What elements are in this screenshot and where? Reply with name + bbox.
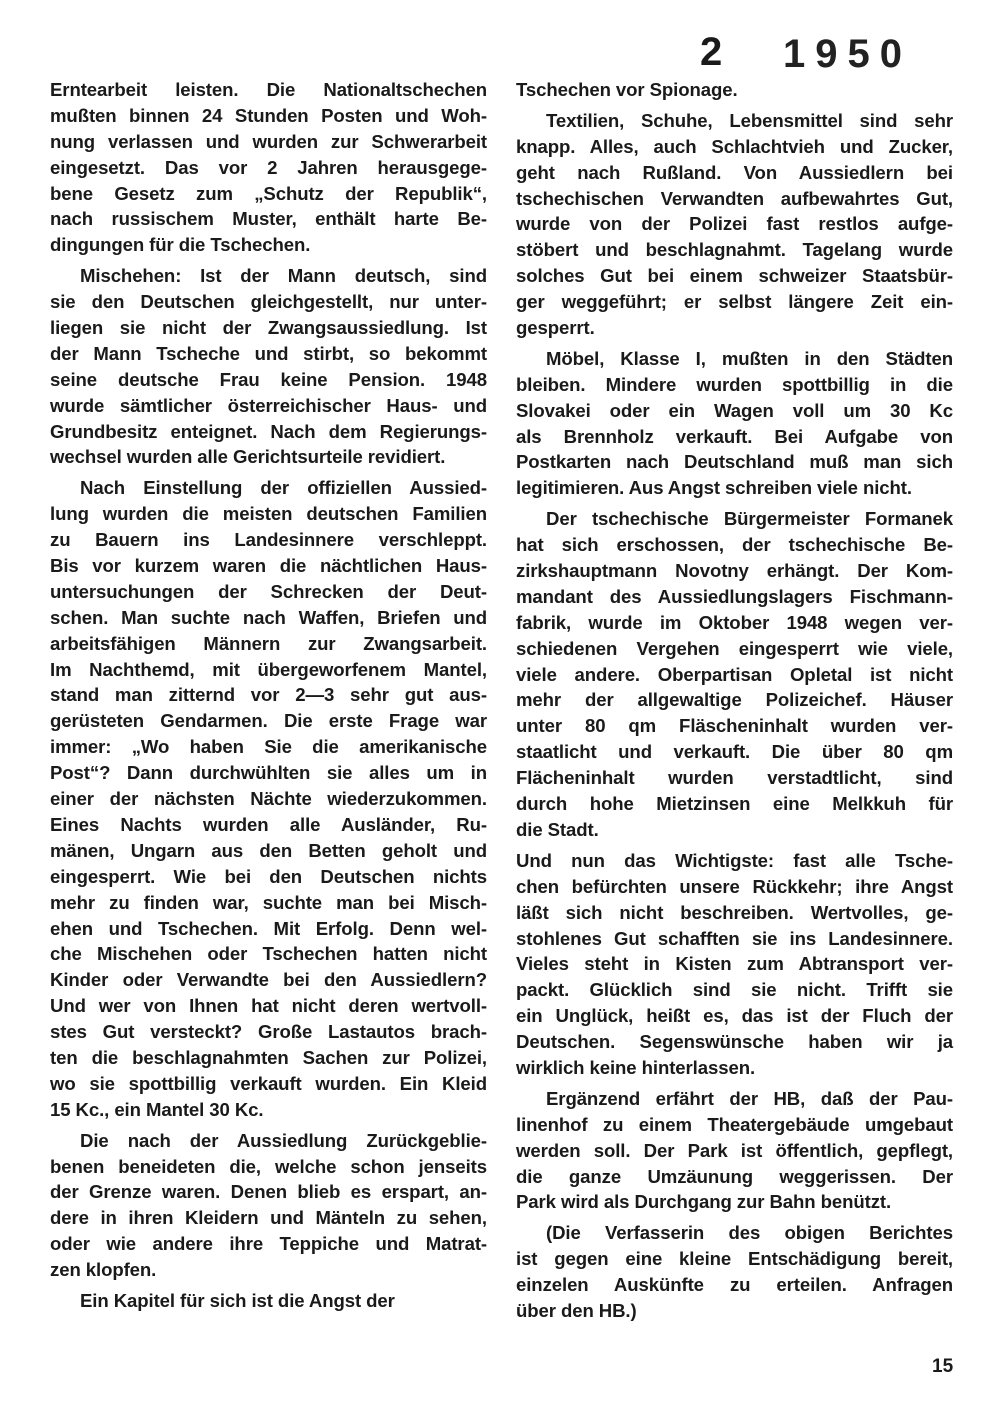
text-line: knapp. Alles, auch Schlachtvieh und Zucker,: [516, 135, 953, 157]
right-column: [516, 77, 953, 1329]
text-line: seine deutsche Frau keine Pension. 1948: [50, 368, 487, 390]
text-line: eingesetzt. Das vor 2 Jahren herausgege-: [50, 156, 487, 178]
text-line: ein Unglück, heißt es, das ist der Fluch der: [516, 1005, 953, 1027]
text-line: ist gegen eine kleine Entschädigung bereit,: [516, 1248, 953, 1270]
text-line: nung verlassen und wurden zur Schwerarbeit: [50, 130, 487, 152]
text-line: unter 80 qm Fläscheninhalt wurden ver-: [516, 715, 953, 737]
text-line: legitimieren. Aus Angst schreiben viele nicht.: [516, 477, 912, 499]
text-line: Postkarten nach Deutschland muß man sich: [516, 451, 953, 473]
text-line: mußten binnen 24 Stunden Posten und Woh-: [50, 104, 487, 126]
text-line: über den HB.): [516, 1299, 637, 1321]
text-line: che Mischehen oder Tschechen hatten nicht: [50, 943, 487, 965]
text-line: Tschechen vor Spionage.: [516, 79, 738, 100]
text-line: liegen sie nicht der Zwangsaussiedlung. Ist: [50, 317, 487, 339]
text-line: Möbel, Klasse I, mußten in den Städten: [546, 347, 953, 369]
text-line: Slovakei oder ein Wagen voll um 30 Kc: [516, 399, 953, 421]
text-line: einzelen Auskünfte zu erteilen. Anfragen: [516, 1274, 953, 1296]
text-line: Der tschechische Bürgermeister Formanek: [546, 508, 953, 530]
text-line: stand man zitternd vor 2—3 sehr gut aus-: [50, 684, 487, 706]
paragraph: [516, 848, 953, 1081]
paragraph: [50, 1288, 487, 1314]
text-line: einer der nächsten Nächte wiederzukommen.: [50, 788, 487, 810]
text-line: wurde von der Polizei fast restlos aufge-: [516, 213, 953, 235]
text-line: schiedenen Vergehen eingesperrt wie viele,: [516, 637, 953, 659]
text-line: chen befürchten unsere Rückkehr; ihre Angst: [516, 875, 953, 897]
text-line: oder wie andere ihre Teppiche und Matrat-: [50, 1233, 487, 1255]
text-line: zu Bauern ins Landesinnere verschleppt.: [50, 529, 487, 551]
text-line: Ein Kapitel für sich ist die Angst der: [80, 1289, 395, 1311]
text-line: Und wer von Ihnen hat nicht deren wertvoll-: [50, 995, 487, 1017]
text-line: dingungen für die Tschechen.: [50, 234, 311, 256]
text-line: tschechischen Verwandten aufbewahrtes Gut,: [516, 187, 953, 209]
paragraph: [50, 1128, 487, 1283]
text-line: wirklich keine hinterlassen.: [516, 1056, 756, 1078]
left-column: [50, 77, 487, 1319]
text-line: [516, 848, 953, 874]
text-line: läßt sich nicht beschreiben. Wertvolles, ge-: [516, 901, 953, 923]
text-line: packt. Glücklich sind sie nicht. Trifft sie: [516, 979, 953, 1001]
line-text: fast alle Tsche-: [774, 849, 953, 871]
text-line: ehen und Tschechen. Mit Erfolg. Denn wel-: [50, 917, 487, 939]
text-line: wechsel wurden alle Gerichtsurteile revidiert.: [50, 446, 446, 468]
text-line: stes Gut versteckt? Große Lastautos brach-: [50, 1021, 487, 1043]
text-line: mehr der allgewaltige Polizeichef. Häuser: [516, 689, 953, 711]
text-line: nach russischem Muster, enthält harte Be-: [50, 208, 487, 230]
text-line: stohlenes Gut schafften sie ins Landesinnere.: [516, 927, 953, 949]
text-line: Die nach der Aussiedlung Zurückgeblie-: [80, 1129, 487, 1151]
paragraph: [516, 1220, 953, 1324]
paragraph: [50, 475, 487, 1122]
text-line: Erntearbeit leisten. Die Nationaltschechen: [50, 79, 487, 100]
text-line: Mischehen: Ist der Mann deutsch, sind: [80, 265, 487, 287]
paragraph: [50, 77, 487, 258]
text-line: 15 Kc., ein Mantel 30 Kc.: [50, 1098, 264, 1120]
text-line: ten die beschlagnahmten Sachen zur Polizei,: [50, 1046, 487, 1068]
text-line: arbeitsfähigen Männern zur Zwangsarbeit.: [50, 632, 487, 654]
text-line: immer: „Wo haben Sie die amerikanische: [50, 736, 487, 758]
text-line: untersuchungen der Schrecken der Deut-: [50, 580, 487, 602]
text-line: dere in ihren Kleidern und Mänteln zu sehen,: [50, 1207, 487, 1229]
text-line: Deutschen. Segenswünsche haben wir ja: [516, 1031, 953, 1053]
text-line: lung wurden die meisten deutschen Familien: [50, 503, 487, 525]
paragraph: [516, 108, 953, 341]
text-line: zen klopfen.: [50, 1259, 157, 1281]
issue-year: 1950: [783, 32, 912, 76]
text-line: bleiben. Mindere wurden spottbillig in die: [516, 373, 953, 395]
text-line: Textilien, Schuhe, Lebensmittel sind sehr: [546, 109, 953, 131]
paragraph: [516, 506, 953, 843]
text-line: Eines Nachts wurden alle Ausländer, Ru-: [50, 813, 487, 835]
text-line: die Stadt.: [516, 818, 599, 840]
text-line: Nach Einstellung der offiziellen Aussied-: [80, 477, 487, 499]
text-line: stöbert und beschlagnahmt. Tagelang wurde: [516, 239, 953, 261]
text-line: zirkshauptmann Novotny erhängt. Der Kom-: [516, 560, 953, 582]
text-line: (Die Verfasserin des obigen Berichtes: [546, 1222, 953, 1244]
text-line: Vieles steht in Kisten zum Abtransport ver-: [516, 953, 953, 975]
text-line: Flächeninhalt wurden verstadtlicht, sind: [516, 767, 953, 789]
text-line: der Mann Tscheche und stirbt, so bekommt: [50, 342, 487, 364]
text-line: Grundbesitz enteignet. Nach dem Regierungs-: [50, 420, 487, 442]
page-number: 15: [932, 1356, 954, 1377]
text-line: Bis vor kurzem waren die nächtlichen Haus-: [50, 555, 487, 577]
text-line: werden soll. Der Park ist öffentlich, gepflegt,: [516, 1139, 953, 1161]
text-line: durch hohe Mietzinsen eine Melkkuh für: [516, 793, 953, 815]
text-line: Post“? Dann durchwühlten sie alles um in: [50, 762, 487, 784]
paragraph: [516, 346, 953, 501]
text-line: mandant des Aussiedlungslagers Fischmann-: [516, 585, 953, 607]
text-line: gerüsteten Gendarmen. Die erste Frage war: [50, 710, 487, 732]
paragraph: [516, 1086, 953, 1215]
text-line: Im Nachthemd, mit übergeworfenem Mantel,: [50, 658, 487, 680]
text-line: Ergänzend erfährt der HB, daß der Pau-: [546, 1087, 953, 1109]
text-line: hat sich erschossen, der tschechische Be-: [516, 534, 953, 556]
text-line: mehr zu finden war, suchte man bei Misch-: [50, 891, 487, 913]
text-line: eingesperrt. Wie bei den Deutschen nichts: [50, 865, 487, 887]
text-line: schen. Man suchte nach Waffen, Briefen und: [50, 606, 487, 628]
text-line: geht nach Rußland. Von Aussiedlern bei: [516, 161, 953, 183]
paragraph: [516, 77, 953, 103]
text-line: viele andere. Oberpartisan Opletal ist nicht: [516, 663, 953, 685]
text-line: gesperrt.: [516, 317, 595, 339]
paragraph: [50, 263, 487, 470]
text-line: Park wird als Durchgang zur Bahn benützt.: [516, 1191, 892, 1213]
text-line: Kinder oder Verwandte bei den Aussiedlern?: [50, 969, 487, 991]
text-line: als Brennholz verkauft. Bei Aufgabe von: [516, 425, 953, 447]
lead-in-bold: Und nun das Wichtigste:: [516, 849, 775, 871]
text-line: benen beneideten die, welche schon jenseits: [50, 1155, 487, 1177]
text-line: wo sie spottbillig verkauft wurden. Ein Kleid: [50, 1072, 487, 1094]
text-line: staatlicht und verkauft. Die über 80 qm: [516, 741, 953, 763]
text-line: bene Gesetz zum „Schutz der Republik“,: [50, 182, 487, 204]
text-line: linenhof zu einem Theatergebäude umgebaut: [516, 1113, 953, 1135]
text-line: mänen, Ungarn aus den Betten geholt und: [50, 839, 487, 861]
text-line: der Grenze waren. Denen blieb es erspart, an-: [50, 1181, 487, 1203]
text-line: die ganze Umzäunung weggerissen. Der: [516, 1165, 953, 1187]
text-line: solches Gut bei einem schweizer Staatsbür-: [516, 265, 953, 287]
text-line: ger weggeführt; er selbst längere Zeit ein-: [516, 291, 953, 313]
text-line: sie den Deutschen gleichgestellt, nur unter-: [50, 291, 487, 313]
text-line: fabrik, wurde im Oktober 1948 wegen ver-: [516, 611, 953, 633]
text-line: wurde sämtlicher österreichischer Haus- und: [50, 394, 487, 416]
issue-number: 2: [700, 30, 725, 74]
